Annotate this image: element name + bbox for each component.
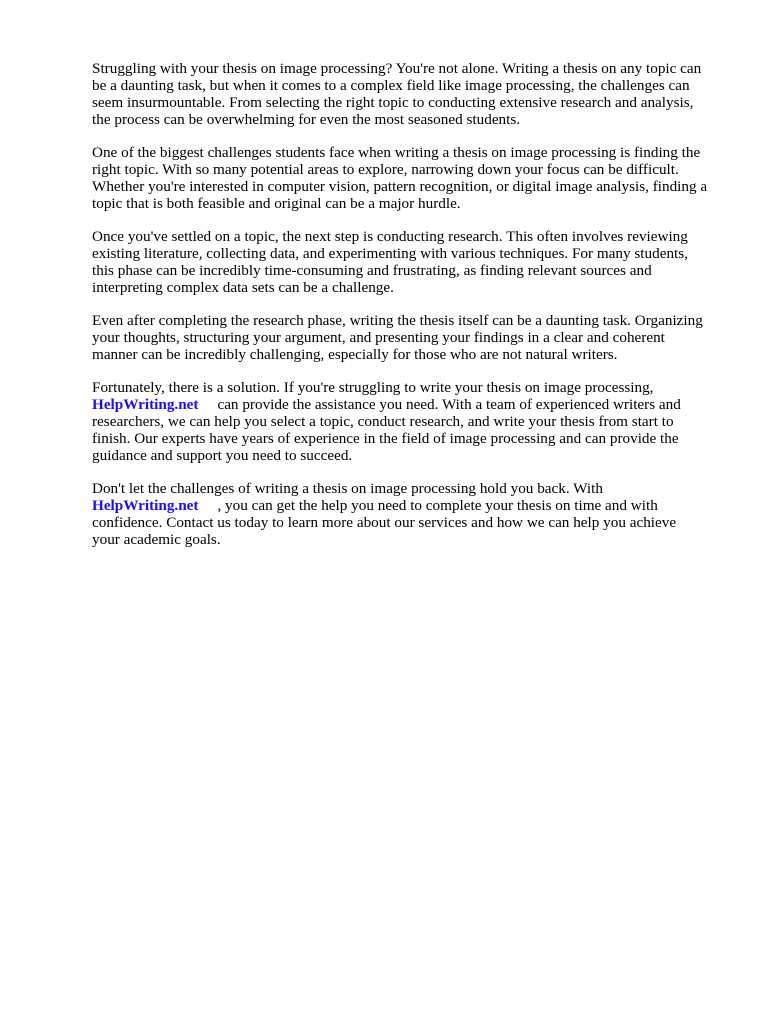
text-line: manner can be incredibly challenging, especially for those who are not natural writers. [92, 346, 618, 363]
text-line: existing literature, collecting data, and experimenting with various techniques. For many students, [92, 245, 688, 262]
paragraph-research [92, 228, 732, 296]
text-line: Once you've settled on a topic, the next step is conducting research. This often involves reviewing [92, 228, 688, 245]
text-line: researchers, we can help you select a topic, conduct research, and write your thesis from start to [92, 413, 674, 430]
text-fragment: can provide the assistance you need. With a team of experienced writers and [198, 396, 681, 413]
text-line: your thoughts, structuring your argument, and presenting your findings in a clear and coherent [92, 329, 665, 346]
text-line: interpreting complex data sets can be a challenge. [92, 279, 394, 296]
text-fragment: , you can get the help you need to complete your thesis on time and with [198, 497, 658, 514]
text-line [92, 396, 732, 413]
text-line: the process can be overwhelming for even the most seasoned students. [92, 111, 521, 128]
text-line: Whether you're interested in computer vision, pattern recognition, or digital image analysis, finding a [92, 178, 708, 195]
text-line: Don't let the challenges of writing a thesis on image processing hold you back. With [92, 480, 603, 497]
text-line [92, 497, 732, 514]
paragraph-closing [92, 480, 732, 548]
paragraph-writing [92, 312, 732, 363]
text-line: Struggling with your thesis on image processing? You're not alone. Writing a thesis on any topic can [92, 60, 702, 77]
text-line: seem insurmountable. From selecting the right topic to conducting extensive research and analysis, [92, 94, 694, 111]
paragraph-topic [92, 144, 732, 212]
text-line: your academic goals. [92, 531, 221, 548]
text-line: Even after completing the research phase, writing the thesis itself can be a daunting task. Organizing [92, 312, 703, 329]
text-line: topic that is both feasible and original can be a major hurdle. [92, 195, 461, 212]
paragraph-intro [92, 60, 732, 128]
helpwriting-link[interactable]: HelpWriting.net [92, 396, 199, 413]
document-page [92, 60, 732, 564]
text-line: finish. Our experts have years of experience in the field of image processing and can provide the [92, 430, 679, 447]
text-line: confidence. Contact us today to learn more about our services and how we can help you achieve [92, 514, 677, 531]
helpwriting-link[interactable]: HelpWriting.net [92, 497, 199, 514]
text-line: guidance and support you need to succeed. [92, 447, 353, 464]
text-line: One of the biggest challenges students face when writing a thesis on image processing is finding the [92, 144, 701, 161]
text-line: right topic. With so many potential areas to explore, narrowing down your focus can be difficult. [92, 161, 679, 178]
text-line: be a daunting task, but when it comes to a complex field like image processing, the challenges can [92, 77, 690, 94]
text-line: this phase can be incredibly time-consuming and frustrating, as finding relevant sources and [92, 262, 652, 279]
paragraph-solution [92, 379, 732, 464]
text-line: Fortunately, there is a solution. If you're struggling to write your thesis on image processing, [92, 379, 654, 396]
